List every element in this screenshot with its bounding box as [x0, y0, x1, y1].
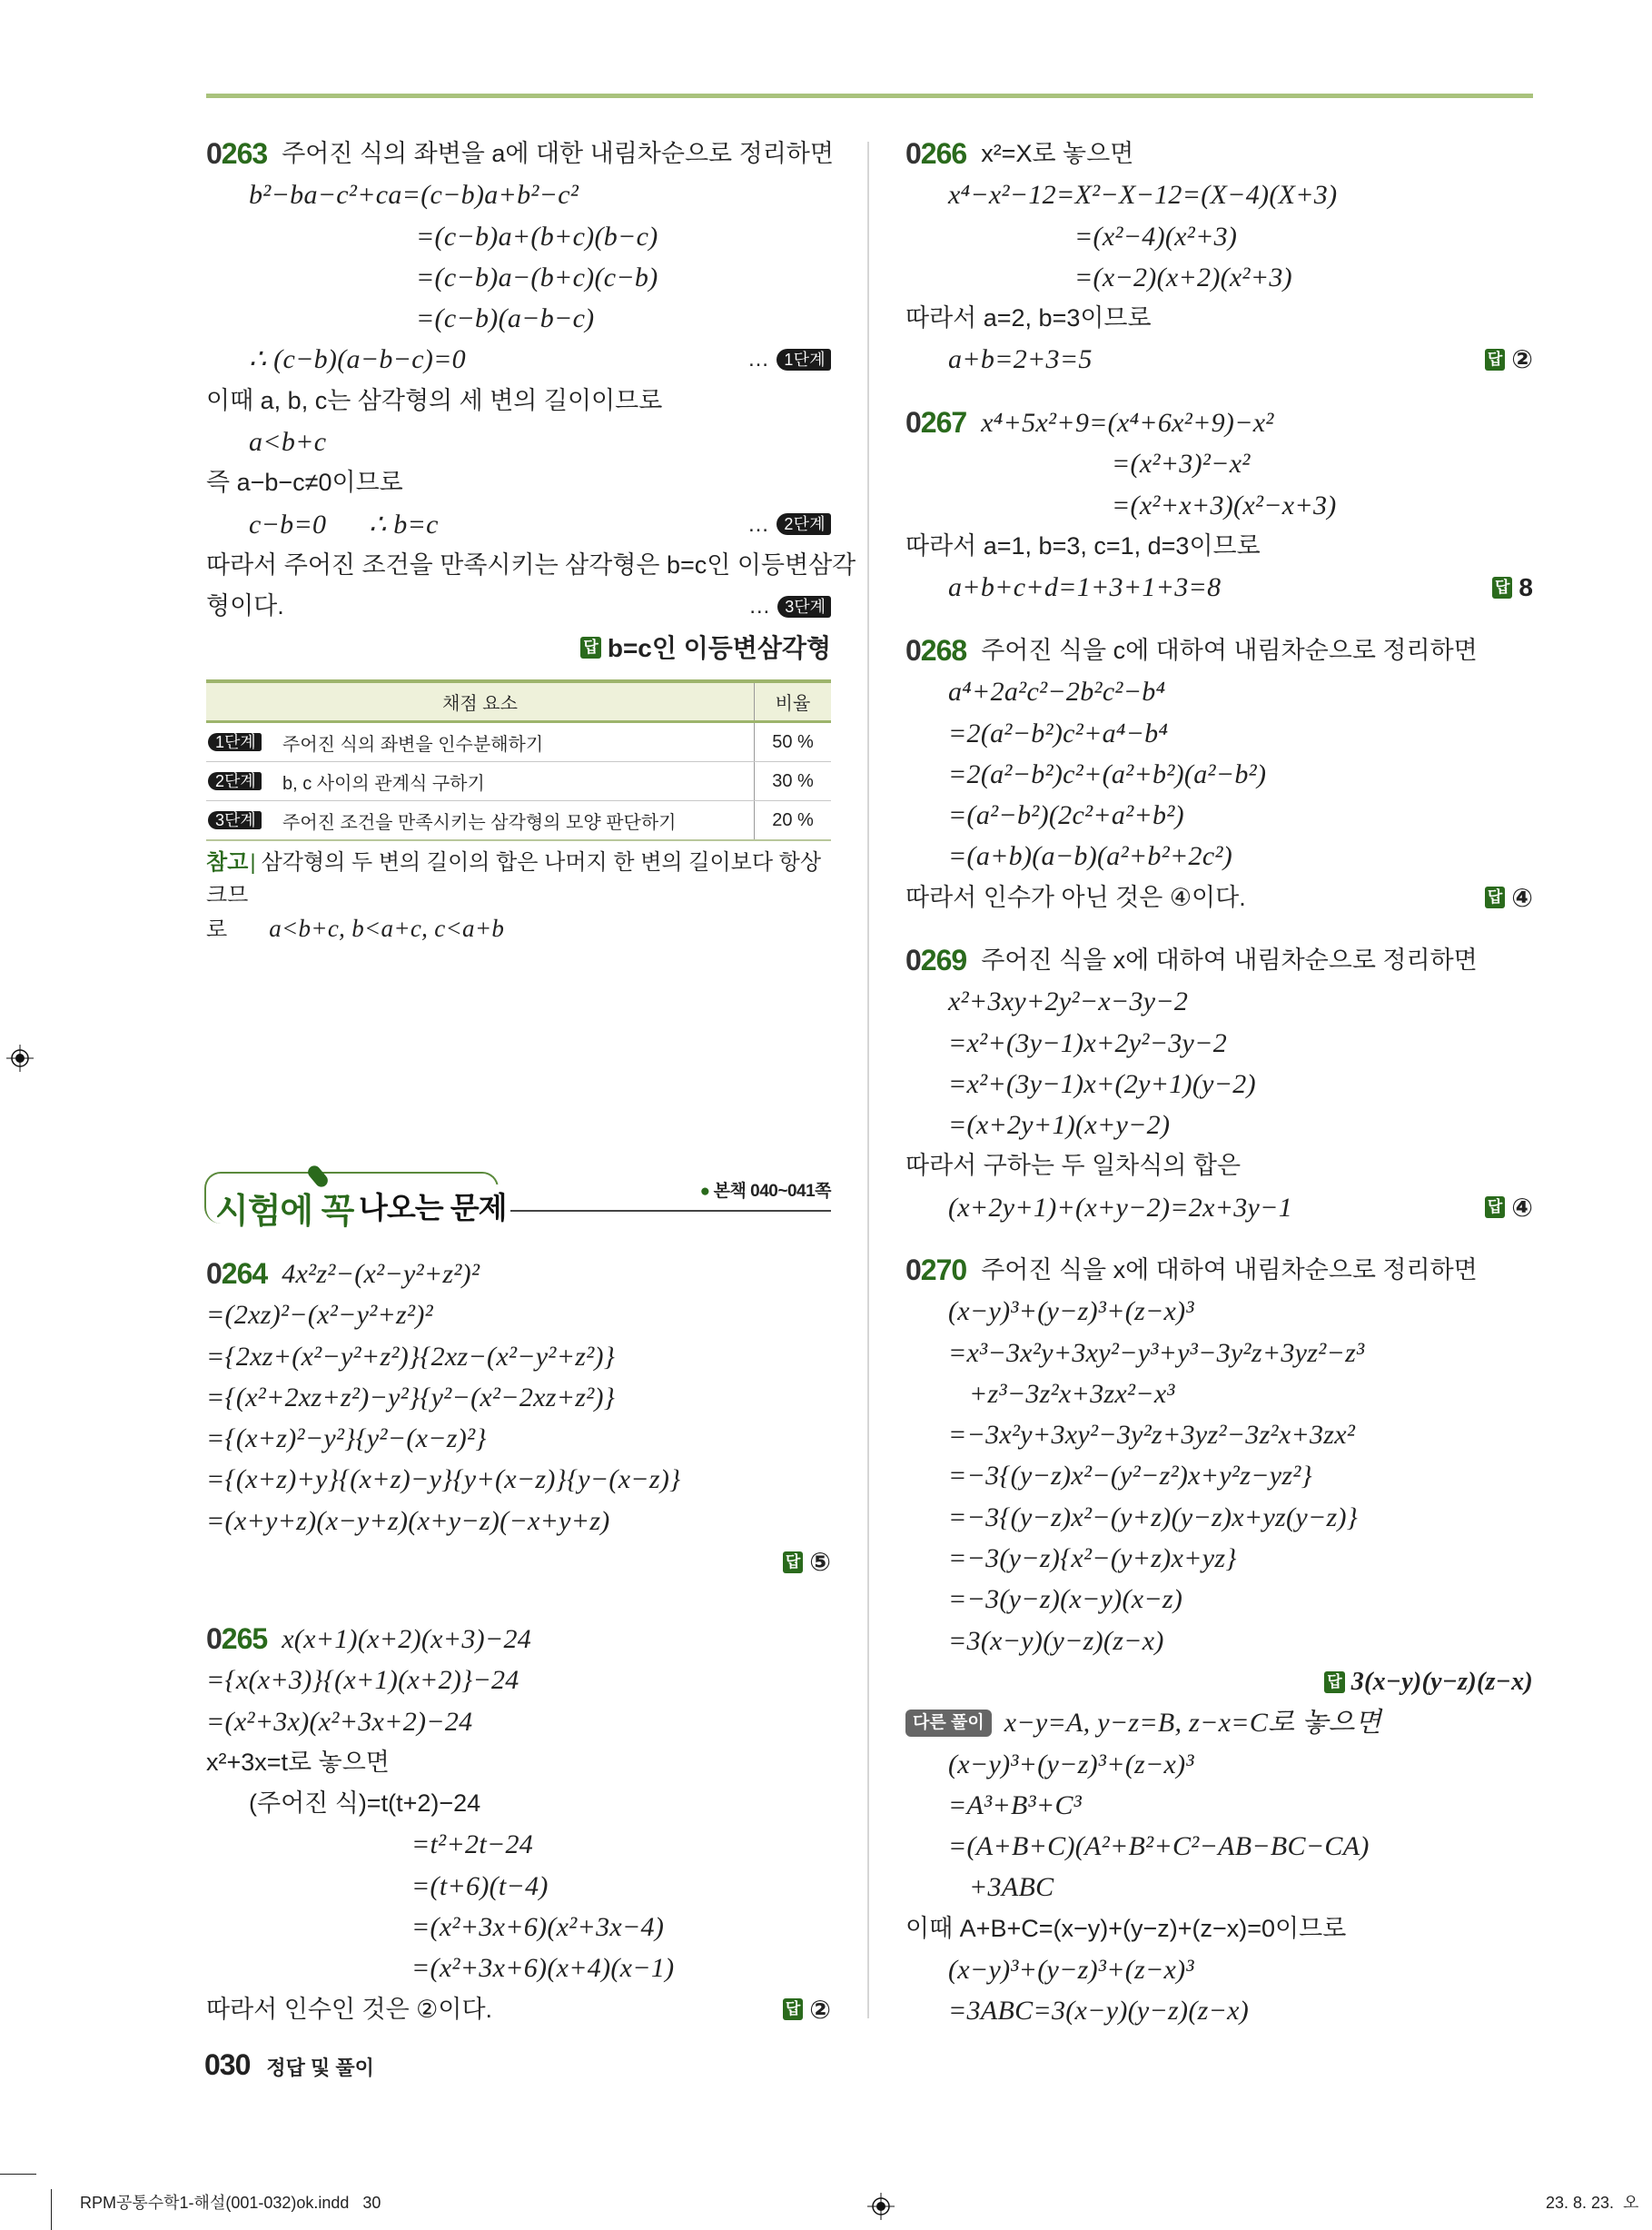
- problem-number: 0266: [905, 137, 967, 170]
- note-math: a<b+c, b<a+c, c<a+b: [269, 915, 505, 942]
- math-line: =(A+B+C)(A²+B²+C²−AB−BC−CA): [948, 1831, 1370, 1862]
- step-badge: 3단계: [208, 811, 262, 829]
- scoring-table: [206, 679, 831, 841]
- math-line: x⁴+5x²+9=(x⁴+6x²+9)−x²: [981, 408, 1274, 438]
- print-slug-filename: RPM공통수학1-해설(001-032)ok.indd 30: [80, 2194, 381, 2212]
- page-footer-title: 정답 및 풀이: [266, 2057, 374, 2079]
- math-line: ={x(x+3)}{(x+1)(x+2)}−24: [206, 1665, 519, 1696]
- answer-text: 8: [1518, 573, 1533, 602]
- answer-badge: 답: [1492, 577, 1512, 599]
- math-line: a<b+c: [249, 427, 327, 458]
- math-line: =t²+2t−24: [411, 1829, 534, 1860]
- crop-mark: [0, 2174, 36, 2175]
- math-line: =(x²+3x)(x²+3x+2)−24: [206, 1706, 473, 1737]
- solution-0269: [905, 940, 1533, 1228]
- leader-dots: …: [747, 347, 770, 372]
- answer: [1492, 567, 1533, 608]
- table-cell: 30 %: [755, 762, 832, 801]
- math-line: =(x²+x+3)(x²−x+3): [1112, 490, 1337, 520]
- step-badge: 3단계: [777, 596, 831, 618]
- solution-0264: [206, 1254, 831, 1582]
- solution-line: 따라서 주어진 조건을 만족시키는 삼각형은 b=c인 이등변삼각: [206, 550, 856, 579]
- table-row: [206, 762, 831, 801]
- section-header: [204, 1165, 831, 1231]
- math-line: =3(x−y)(y−z)(z−x): [948, 1625, 1164, 1656]
- problem-number: 0269: [905, 944, 967, 976]
- print-slug-date: 23. 8. 23. 오: [1546, 2194, 1639, 2212]
- math-line: +3ABC: [969, 1872, 1054, 1903]
- column-header: 비율: [755, 681, 832, 722]
- math-line: x(x+1)(x+2)(x+3)−24: [282, 1624, 532, 1654]
- math-line: =(c−b)a−(b+c)(c−b): [416, 262, 658, 292]
- section-title-black: 나오는 문제: [355, 1184, 510, 1227]
- problem-number: 0267: [905, 406, 967, 439]
- answer-text: 3(x−y)(y−z)(z−x): [1350, 1667, 1533, 1696]
- column-divider: [867, 142, 869, 2018]
- solution-line: 즉 a−b−c≠0이므로: [206, 469, 403, 497]
- math-line: x⁴−x²−12=X²−X−12=(X−4)(X+3): [948, 180, 1338, 211]
- math-line: =A³+B³+C³: [948, 1789, 1083, 1820]
- problem-number: 0264: [206, 1257, 268, 1290]
- answer: [1485, 1187, 1533, 1228]
- math-line: ={2xz+(x²−y²+z²)}{2xz−(x²−y²+z²)}: [206, 1341, 616, 1372]
- answer-badge: 답: [1485, 349, 1505, 371]
- answer-text: ②: [1511, 345, 1533, 374]
- table-row: [206, 801, 831, 841]
- solution-line: x²+3x=t로 놓으면: [206, 1748, 390, 1776]
- problem-number: 0270: [905, 1254, 967, 1286]
- math-line: ={(x+z)+y}{(x+z)−y}{y+(x−z)}{y−(x−z)}: [206, 1464, 681, 1495]
- table-cell: 주어진 조건을 만족시키는 삼각형의 모양 판단하기: [282, 801, 755, 841]
- math-line: x−y=A, y−z=B, z−x=C로 놓으면: [1004, 1708, 1382, 1739]
- solution-0267: [905, 402, 1533, 608]
- answer: [783, 1541, 831, 1582]
- math-line: +z³−3z²x+3zx²−x³: [969, 1378, 1175, 1409]
- math-line: =(c−b)a+(b+c)(b−c): [416, 221, 658, 252]
- answer: [580, 628, 831, 669]
- table-cell: 20 %: [755, 801, 832, 841]
- solution-line: 형이다.: [206, 592, 284, 620]
- math-line: (x+2y+1)+(x+y−2)=2x+3y−1: [948, 1192, 1293, 1223]
- solution-line: 주어진 식의 좌변을 a에 대한 내림차순으로 정리하면: [282, 140, 834, 167]
- answer-badge: 답: [1485, 1196, 1505, 1218]
- note-label: 참고: [206, 850, 249, 875]
- math-line: =(a+b)(a−b)(a²+b²+2c²): [948, 841, 1233, 872]
- note-text: 로: [206, 917, 228, 942]
- answer: [783, 1989, 831, 2030]
- step-badge: 2단계: [208, 772, 262, 790]
- math-line: a+b=2+3=5: [948, 344, 1093, 375]
- math-line: =(x+2y+1)(x+y−2): [948, 1110, 1171, 1141]
- page-number: 030: [204, 2048, 251, 2081]
- math-line: (x−y)³+(y−z)³+(z−x)³: [948, 1955, 1194, 1986]
- answer: [1324, 1661, 1533, 1702]
- math-line: =(x²+3x+6)(x²+3x−4): [411, 1912, 665, 1943]
- solution-line: 주어진 식을 c에 대하여 내림차순으로 정리하면: [981, 637, 1478, 664]
- answer-text: ②: [809, 1995, 831, 2024]
- solution-0268: [905, 630, 1533, 918]
- math-line: =(x²+3x+6)(x+4)(x−1): [411, 1953, 675, 1984]
- answer-text: b=c인 이등변삼각형: [607, 633, 831, 662]
- solution-0263: [206, 134, 856, 669]
- reference-note: [206, 847, 831, 947]
- answer-badge: 답: [783, 1551, 803, 1573]
- registration-mark-icon: [867, 2193, 895, 2220]
- leader-dots: …: [747, 511, 770, 537]
- bullet-icon: ●: [699, 1182, 710, 1201]
- math-line: =x³−3x²y+3xy²−y³+y³−3y²z+3yz²−z³: [948, 1337, 1365, 1368]
- math-line: ={(x²+2xz+z²)−y²}{y²−(x²−2xz+z²)}: [206, 1382, 616, 1412]
- math-line: =(c−b)(a−b−c): [416, 303, 595, 334]
- math-line: =(a²−b²)(2c²+a²+b²): [948, 800, 1184, 831]
- answer-badge: 답: [1324, 1671, 1344, 1693]
- solution-line: x²=X로 놓으면: [981, 140, 1134, 167]
- solution-line: (주어진 식)=t(t+2)−24: [249, 1789, 481, 1818]
- step-badge: 1단계: [777, 349, 831, 371]
- solution-0266: [905, 134, 1533, 381]
- solution-line: 주어진 식을 x에 대하여 내림차순으로 정리하면: [981, 947, 1478, 974]
- math-line: =x²+(3y−1)x+2y²−3y−2: [948, 1027, 1228, 1058]
- solution-line: 주어진 식을 x에 대하여 내림차순으로 정리하면: [981, 1256, 1478, 1283]
- math-line: =(x−2)(x+2)(x²+3): [1074, 262, 1292, 292]
- math-line: =2(a²−b²)c²+(a²+b²)(a²−b²): [948, 758, 1267, 789]
- answer-text: ④: [1511, 1193, 1533, 1222]
- math-line: =−3{(y−z)x²−(y²−z²)x+y²z−yz²}: [948, 1461, 1312, 1492]
- step-badge: 2단계: [777, 513, 831, 535]
- section-title-green: 시험에 꼭: [215, 1193, 354, 1231]
- answer-badge: 답: [1485, 887, 1505, 908]
- math-line: =2(a²−b²)c²+a⁴−b⁴: [948, 718, 1169, 748]
- step-badge: 1단계: [208, 733, 262, 751]
- math-line: a⁴+2a²c²−2b²c²−b⁴: [948, 677, 1166, 708]
- solution-line: 따라서 인수인 것은 ②이다.: [206, 1995, 493, 2023]
- math-line: =−3(y−z)(x−y)(x−z): [948, 1584, 1183, 1615]
- solution-line: 따라서 인수가 아닌 것은 ④이다.: [905, 883, 1246, 911]
- leader-dots: …: [748, 594, 771, 619]
- note-separator: |: [250, 850, 256, 875]
- crop-mark: [51, 2189, 52, 2230]
- column-header: 채점 요소: [206, 681, 755, 722]
- solution-line: 따라서 a=1, b=3, c=1, d=3이므로: [905, 531, 1261, 560]
- solution-line: 따라서 구하는 두 일차식의 합은: [905, 1152, 1241, 1180]
- math-line: =(x+y+z)(x−y+z)(x+y−z)(−x+y+z): [206, 1505, 610, 1536]
- math-line: =−3x²y+3xy²−3y²z+3yz²−3z²x+3zx²: [948, 1420, 1356, 1451]
- math-line: =(t+6)(t−4): [411, 1870, 549, 1901]
- math-line: (x−y)³+(y−z)³+(z−x)³: [948, 1749, 1194, 1779]
- math-line: b²−ba−c²+ca=(c−b)a+b²−c²: [249, 180, 579, 211]
- math-line: =(2xz)²−(x²−y²+z²)²: [206, 1300, 433, 1331]
- solution-line: 따라서 a=2, b=3이므로: [905, 304, 1152, 332]
- math-line: a+b+c+d=1+3+1+3=8: [948, 572, 1222, 603]
- math-line: 4x²z²−(x²−y²+z²)²: [282, 1259, 480, 1289]
- math-line: =x²+(3y−1)x+(2y+1)(y−2): [948, 1068, 1256, 1099]
- table-cell: 주어진 식의 좌변을 인수분해하기: [282, 722, 755, 762]
- problem-number: 0263: [206, 137, 268, 170]
- math-line: ={(x+z)²−y²}{y²−(x−z)²}: [206, 1423, 487, 1454]
- answer-text: ⑤: [809, 1548, 831, 1577]
- math-line: =(x²−4)(x²+3): [1074, 221, 1238, 252]
- textbook-page-ref: 본책 040~041쪽: [713, 1182, 831, 1201]
- answer: [1485, 877, 1533, 918]
- solution-0270: [905, 1250, 1533, 2032]
- math-line: =−3{(y−z)x²−(y+z)(y−z)x+yz(y−z)}: [948, 1502, 1359, 1532]
- alternative-solution-badge: 다른 풀이: [905, 1710, 992, 1737]
- problem-number: 0265: [206, 1622, 268, 1655]
- solution-line: 이때 A+B+C=(x−y)+(y−z)+(z−x)=0이므로: [905, 1914, 1347, 1942]
- math-line: c−b=0 ∴ b=c: [249, 509, 439, 540]
- math-line: x²+3xy+2y²−x−3y−2: [948, 986, 1189, 1017]
- problem-number: 0268: [905, 634, 967, 667]
- note-text: 삼각형의 두 변의 길이의 합은 나머지 한 변의 길이보다 항상 크므: [206, 850, 822, 907]
- answer-badge: 답: [783, 1998, 803, 2020]
- answer-badge: 답: [580, 637, 600, 659]
- table-cell: b, c 사이의 관계식 구하기: [282, 762, 755, 801]
- answer: [1485, 339, 1533, 380]
- math-line: =3ABC=3(x−y)(y−z)(z−x): [948, 1996, 1250, 2027]
- registration-mark-icon: [6, 1045, 34, 1072]
- section-rule: [495, 1210, 831, 1212]
- page-footer: [204, 2048, 374, 2082]
- math-line: (x−y)³+(y−z)³+(z−x)³: [948, 1296, 1194, 1327]
- math-line: =(x²+3)²−x²: [1112, 449, 1251, 480]
- solution-0265: [206, 1619, 831, 2030]
- math-line: =−3(y−z){x²−(y+z)x+yz}: [948, 1543, 1237, 1574]
- table-header-row: [206, 681, 831, 722]
- table-row: [206, 722, 831, 762]
- math-line: ∴ (c−b)(a−b−c)=0: [249, 344, 466, 375]
- answer-text: ④: [1511, 883, 1533, 912]
- solution-line: 이때 a, b, c는 삼각형의 세 변의 길이이므로: [206, 386, 663, 414]
- top-rule: [206, 94, 1533, 98]
- table-cell: 50 %: [755, 722, 832, 762]
